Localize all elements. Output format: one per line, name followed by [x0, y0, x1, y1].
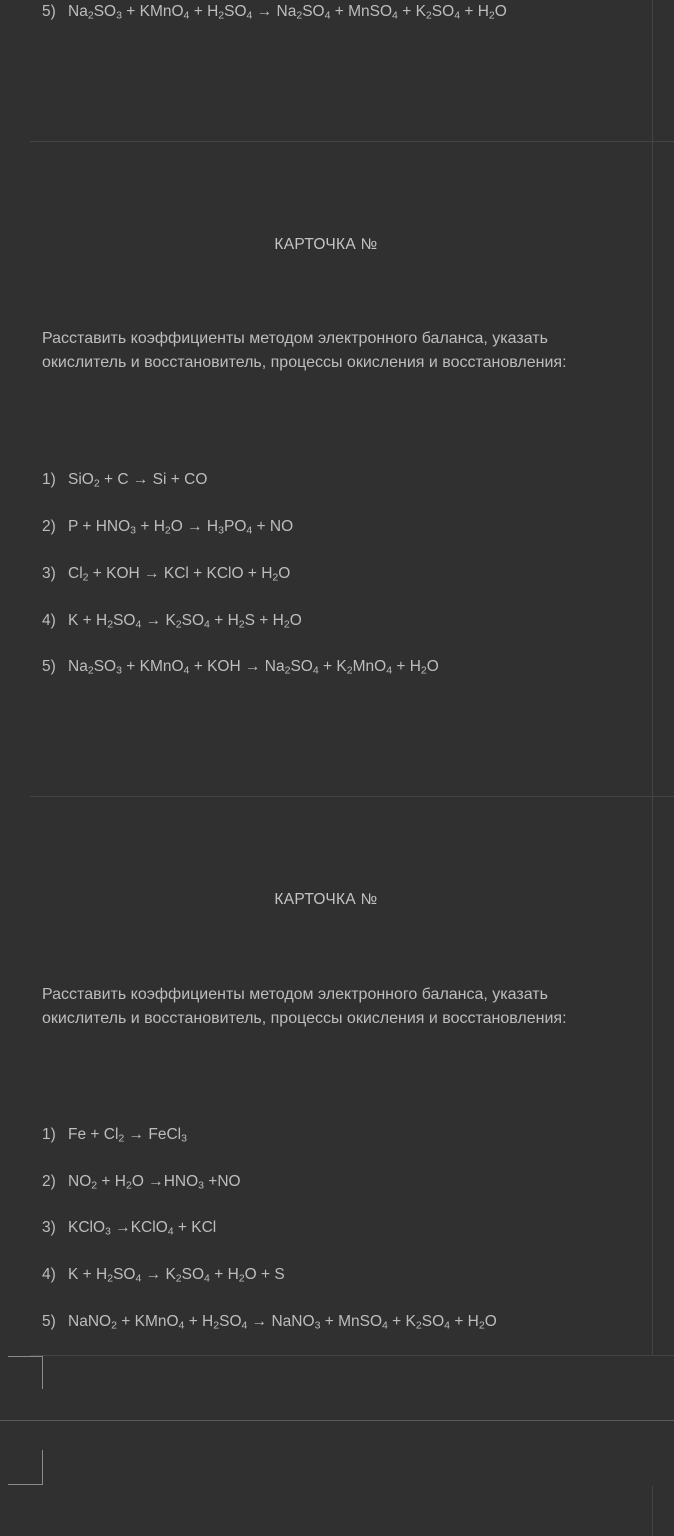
equation-row: [42, 1125, 187, 1145]
equation-formula: $P + HNO_3 + H_2O \to H_3PO_4$ + NO: [68, 518, 294, 537]
card-divider: [30, 141, 674, 142]
page-edge: [652, 0, 653, 141]
card-divider: [30, 796, 674, 797]
equation-row: [42, 657, 439, 677]
card-task: Расставить коэффициенты методом электронного баланса, указать окислитель и восстановитель, процессы окисления и восстановления:: [42, 330, 567, 371]
page-corner-mark: [8, 1356, 42, 1357]
equation-number: 3): [42, 565, 56, 582]
equation-number: 1): [42, 471, 56, 488]
page-corner-mark: [8, 1484, 43, 1485]
card-title: КАРТОЧКА №: [274, 236, 378, 253]
card-divider: [30, 1355, 674, 1356]
equation-formula: $NO_2 + H_2O \to HNO_3 +NO$: [68, 1173, 241, 1192]
equation-formula: $Fe + Cl_2$ → FeCl$_3$: [68, 1126, 187, 1145]
equation-row: [42, 564, 290, 584]
card-title: КАРТОЧКА №: [274, 891, 378, 908]
card-task: Расставить коэффициенты методом электронного баланса, указать окислитель и восстановитель, процессы окисления и восстановления:: [42, 986, 567, 1027]
equation-row: [42, 1312, 497, 1332]
page-edge: [652, 1486, 653, 1536]
page-edge: [652, 796, 653, 1355]
equation-number: 2): [42, 1173, 56, 1190]
equation-row: [42, 1172, 241, 1192]
equation-row: [42, 1265, 285, 1285]
equation-number: 4): [42, 1266, 56, 1283]
equation-formula: SiO$_2$ + C → Si + CO: [68, 471, 208, 490]
equation-formula: $Cl_2$ + KOH → KCl + KClO + $H_2O$: [68, 565, 291, 584]
page-break-line: [0, 1420, 674, 1421]
equation-row: [42, 517, 293, 537]
equation-row: [42, 611, 302, 631]
equation-number: 4): [42, 612, 56, 629]
equation-number: 5): [42, 658, 56, 675]
equation-row: [42, 2, 507, 22]
equation-row: [42, 470, 207, 490]
equation-formula: KClO$_3$ →KClO$_4$ + KCl: [68, 1219, 217, 1238]
page-corner-mark: [42, 1450, 43, 1484]
equation-formula: NaNO$_2$ + KMnO$_4$ + $H_2SO_4$ → NaNO$_3$ + MnSO$_4$ + $K_2SO_4 + H_2O$: [68, 1313, 497, 1332]
equation-number: 1): [42, 1126, 56, 1143]
equation-row: [42, 1218, 216, 1238]
equation-formula: $K + H_2SO_4 \to K_2SO_4 + H_2S + H_2O$: [68, 612, 302, 631]
page-corner-mark: [42, 1356, 43, 1389]
equation-number: 5): [42, 1313, 56, 1330]
equation-formula: $Na_2SO_3$ + KMnO$_4$ + KOH → $Na_2SO_4 + K_2MnO_4 + H_2O$: [68, 658, 439, 677]
equation-formula: $K + H_2SO_4 \to K_2SO_4 + H_2O + S$: [68, 1266, 285, 1285]
equation-number: 3): [42, 1219, 56, 1236]
equation-number: 5): [42, 3, 56, 20]
equation-formula: $Na_2SO_3$ + KMnO$_4$ + $H_2SO_4 \to Na_2SO_4$ + MnSO$_4$ + $K_2SO_4 + H_2O$: [68, 3, 507, 22]
equation-number: 2): [42, 518, 56, 535]
page-edge: [652, 141, 653, 796]
